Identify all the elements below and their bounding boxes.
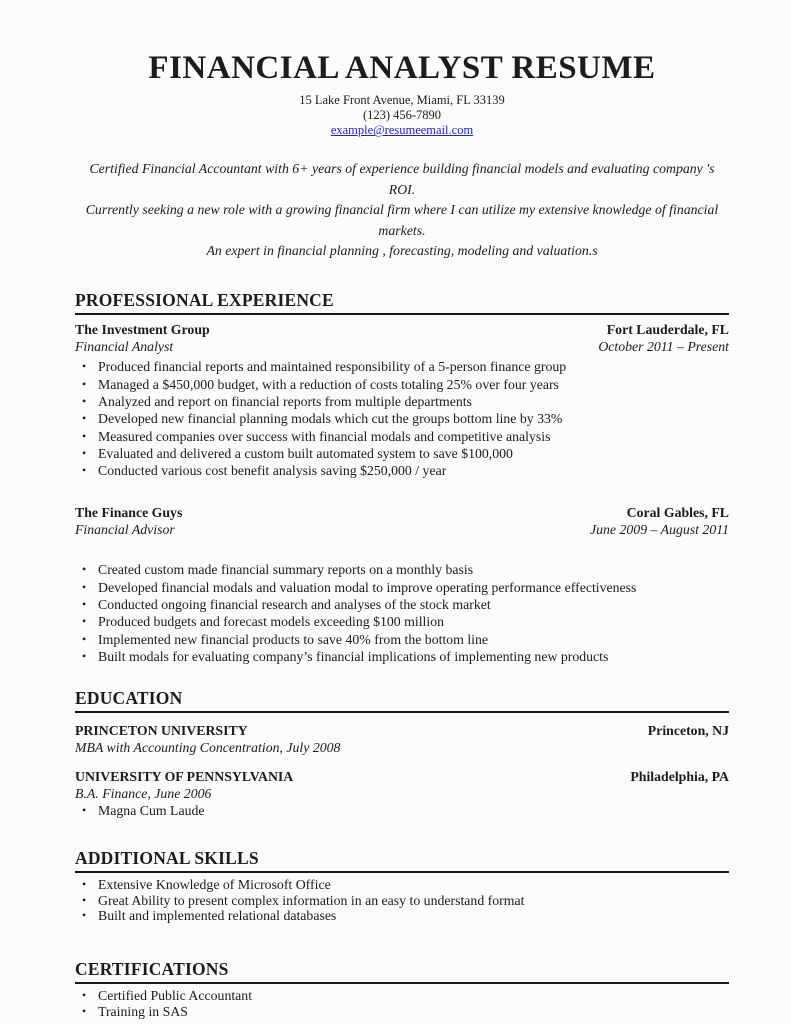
company-name: The Investment Group [75,322,210,338]
bullet-item: • Implemented new financial products to save 40% from the bottom line [75,631,729,648]
bullet-item: • Produced budgets and forecast models exceeding $100 million [75,613,729,630]
school-location: Princeton, NJ [647,723,729,739]
bullet-item: • Analyzed and report on financial reports from multiple departments [75,393,729,410]
education-heading: EDUCATION [75,688,729,713]
job-bullet-list [75,358,729,479]
job-bullet-list [75,561,729,665]
school-name: UNIVERSITY OF PENNSYLVANIA [75,769,294,785]
contact-block [75,93,729,138]
bullet-item: • Extensive Knowledge of Microsoft Office [75,877,729,892]
company-location: Fort Lauderdale, FL [606,322,729,338]
bullet-item: • Built and implemented relational databases [75,908,729,923]
education-bullet-list [75,803,729,818]
education-entry [75,770,729,818]
degree-line: MBA with Accounting Concentration, July 2008 [75,739,341,755]
skills-heading: ADDITIONAL SKILLS [75,848,729,873]
bullet-item: • Training in SAS [75,1004,729,1019]
skills-bullet-list [75,877,729,923]
summary-block [75,159,729,261]
job-role: Financial Analyst [75,338,174,354]
resume-header [75,50,729,261]
company-name: The Finance Guys [75,505,183,521]
degree-line: B.A. Finance, June 2006 [75,785,212,801]
certifications-heading: CERTIFICATIONS [75,959,729,984]
job-entry [75,506,729,665]
bullet-item: • Great Ability to present complex information in an easy to understand format [75,893,729,908]
section-education [75,688,729,818]
bullet-item: • Certified Public Accountant [75,988,729,1003]
job-dates: June 2009 – August 2011 [590,521,729,537]
bullet-item: • Evaluated and delivered a custom built automated system to save $100,000 [75,445,729,462]
bullet-item: • Built modals for evaluating company’s financial implications of implementing new products [75,648,729,665]
bullet-item: • Conducted various cost benefit analysis saving $250,000 / year [75,462,729,479]
company-location: Coral Gables, FL [626,505,729,521]
job-role: Financial Advisor [75,521,175,537]
page-title: FINANCIAL ANALYST RESUME [148,50,656,86]
school-name: PRINCETON UNIVERSITY [75,723,248,739]
job-dates: October 2011 – Present [598,338,729,354]
summary-line: An expert in financial planning , forecasting, modeling and valuation.s [206,242,598,258]
bullet-item: • Conducted ongoing financial research and analyses of the stock market [75,596,729,613]
bullet-item: • Managed a $450,000 budget, with a reduction of costs totaling 25% over four years [75,376,729,393]
address-line: 15 Lake Front Avenue, Miami, FL 33139 [299,93,505,108]
bullet-item: • Produced financial reports and maintained responsibility of a 5-person finance group [75,358,729,375]
summary-line: Certified Financial Accountant with 6+ years of experience building financial models and evaluating company 's ROI. [89,161,715,197]
bullet-item: • Developed financial modals and valuation modal to improve operating performance effectiveness [75,579,729,596]
summary-line: Currently seeking a new role with a growing financial firm where I can utilize my extensive knowledge of financial markets. [85,202,719,238]
bullet-item: • Developed new financial planning modals which cut the groups bottom line by 33% [75,410,729,427]
certifications-bullet-list [75,988,729,1019]
phone-line: (123) 456-7890 [362,108,442,123]
bullet-item: • Magna Cum Laude [75,803,729,818]
section-skills [75,848,729,923]
education-entry [75,724,729,755]
experience-heading: PROFESSIONAL EXPERIENCE [75,290,729,315]
bullet-item: • Created custom made financial summary reports on a monthly basis [75,561,729,578]
email-link[interactable]: example@resumeemail.com [330,123,474,138]
school-location: Philadelphia, PA [630,769,729,785]
section-certifications [75,959,729,1019]
section-experience [75,290,729,665]
job-entry [75,323,729,479]
bullet-item: • Measured companies over success with financial modals and competitive analysis [75,428,729,445]
